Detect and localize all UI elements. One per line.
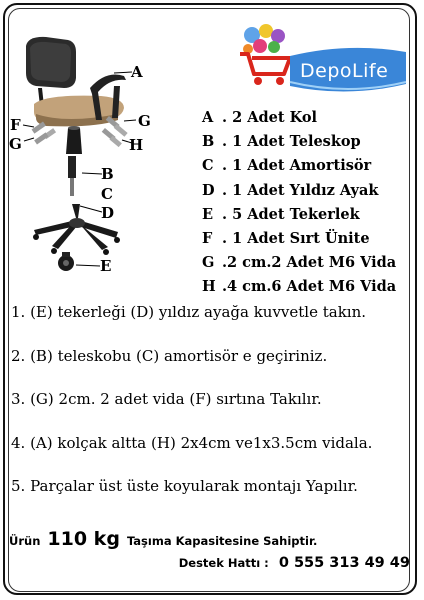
caster-wheel-icon <box>58 252 74 271</box>
assembly-steps <box>11 302 372 520</box>
shopping-cart-icon <box>240 24 290 85</box>
brand-name-part2: Life <box>352 60 389 82</box>
part-text: . 5 Adet Tekerlek <box>222 205 360 223</box>
part-text: . 1 Adet Yıldız Ayak <box>222 181 379 199</box>
part-key: F <box>202 230 213 248</box>
capacity-note <box>9 528 317 550</box>
parts-list-item <box>202 275 396 299</box>
part-key: B <box>202 133 215 151</box>
label-e: E <box>100 257 112 275</box>
label-g-right: G <box>138 112 151 130</box>
brand-name-part1: Depo <box>300 60 353 82</box>
part-text: . 1 Adet Amortisör <box>222 157 372 175</box>
part-key: E <box>202 205 214 223</box>
step-item: 1. (E) tekerleği (D) yıldız ayağa kuvvetle takın. <box>11 303 367 321</box>
label-f: F <box>10 116 21 134</box>
step-item: 3. (G) 2cm. 2 adet vida (F) sırtına Takılır. <box>11 390 322 408</box>
label-a: A <box>131 63 143 81</box>
support-label: Destek Hattı : <box>178 556 269 570</box>
label-c: C <box>101 185 113 203</box>
brand-name <box>300 60 388 82</box>
step-item: 4. (A) kolçak altta (H) 2x4cm ve1x3.5cm vidala. <box>11 433 373 452</box>
assembly-diagram <box>6 28 196 283</box>
telescope-tube-icon <box>66 126 82 154</box>
label-d: D <box>101 204 115 222</box>
support-phone: 0 555 313 49 49 <box>278 555 410 571</box>
part-text: .4 cm.6 Adet M6 Vida <box>222 278 397 296</box>
parts-list-item <box>202 130 396 154</box>
label-h: H <box>129 136 144 154</box>
parts-list-item <box>202 251 396 275</box>
part-text: . 2 Adet Kol <box>222 109 318 126</box>
support-hotline <box>179 555 410 571</box>
parts-list-item <box>202 154 396 178</box>
part-key: C <box>202 157 214 175</box>
part-text: . 1 Adet Teleskop <box>222 133 361 151</box>
capacity-value: 110 kg <box>47 528 120 550</box>
capacity-suffix: Taşıma Kapasitesine Sahiptir. <box>126 534 318 548</box>
office-chair-icon <box>26 37 126 126</box>
parts-list-item <box>202 203 396 227</box>
parts-list-item <box>202 227 396 251</box>
step-item: 5. Parçalar üst üste koyularak montajı Yapılır. <box>11 477 358 495</box>
gas-lift-icon <box>68 156 76 196</box>
part-text: . 1 Adet Sırt Ünite <box>222 230 370 248</box>
label-b: B <box>101 165 114 183</box>
step-item: 2. (B) teleskobu (C) amortisör e geçiriniz. <box>11 346 328 365</box>
parts-list-item <box>202 106 396 130</box>
label-g-left: G <box>9 135 22 153</box>
parts-list-item <box>202 179 396 203</box>
part-key: D <box>202 181 215 199</box>
part-key: A <box>202 109 214 126</box>
part-text: .2 cm.2 Adet M6 Vida <box>222 254 397 272</box>
part-key: H <box>202 278 216 296</box>
part-key: G <box>202 254 215 272</box>
capacity-prefix: Ürün <box>9 534 41 548</box>
parts-list <box>202 106 396 300</box>
